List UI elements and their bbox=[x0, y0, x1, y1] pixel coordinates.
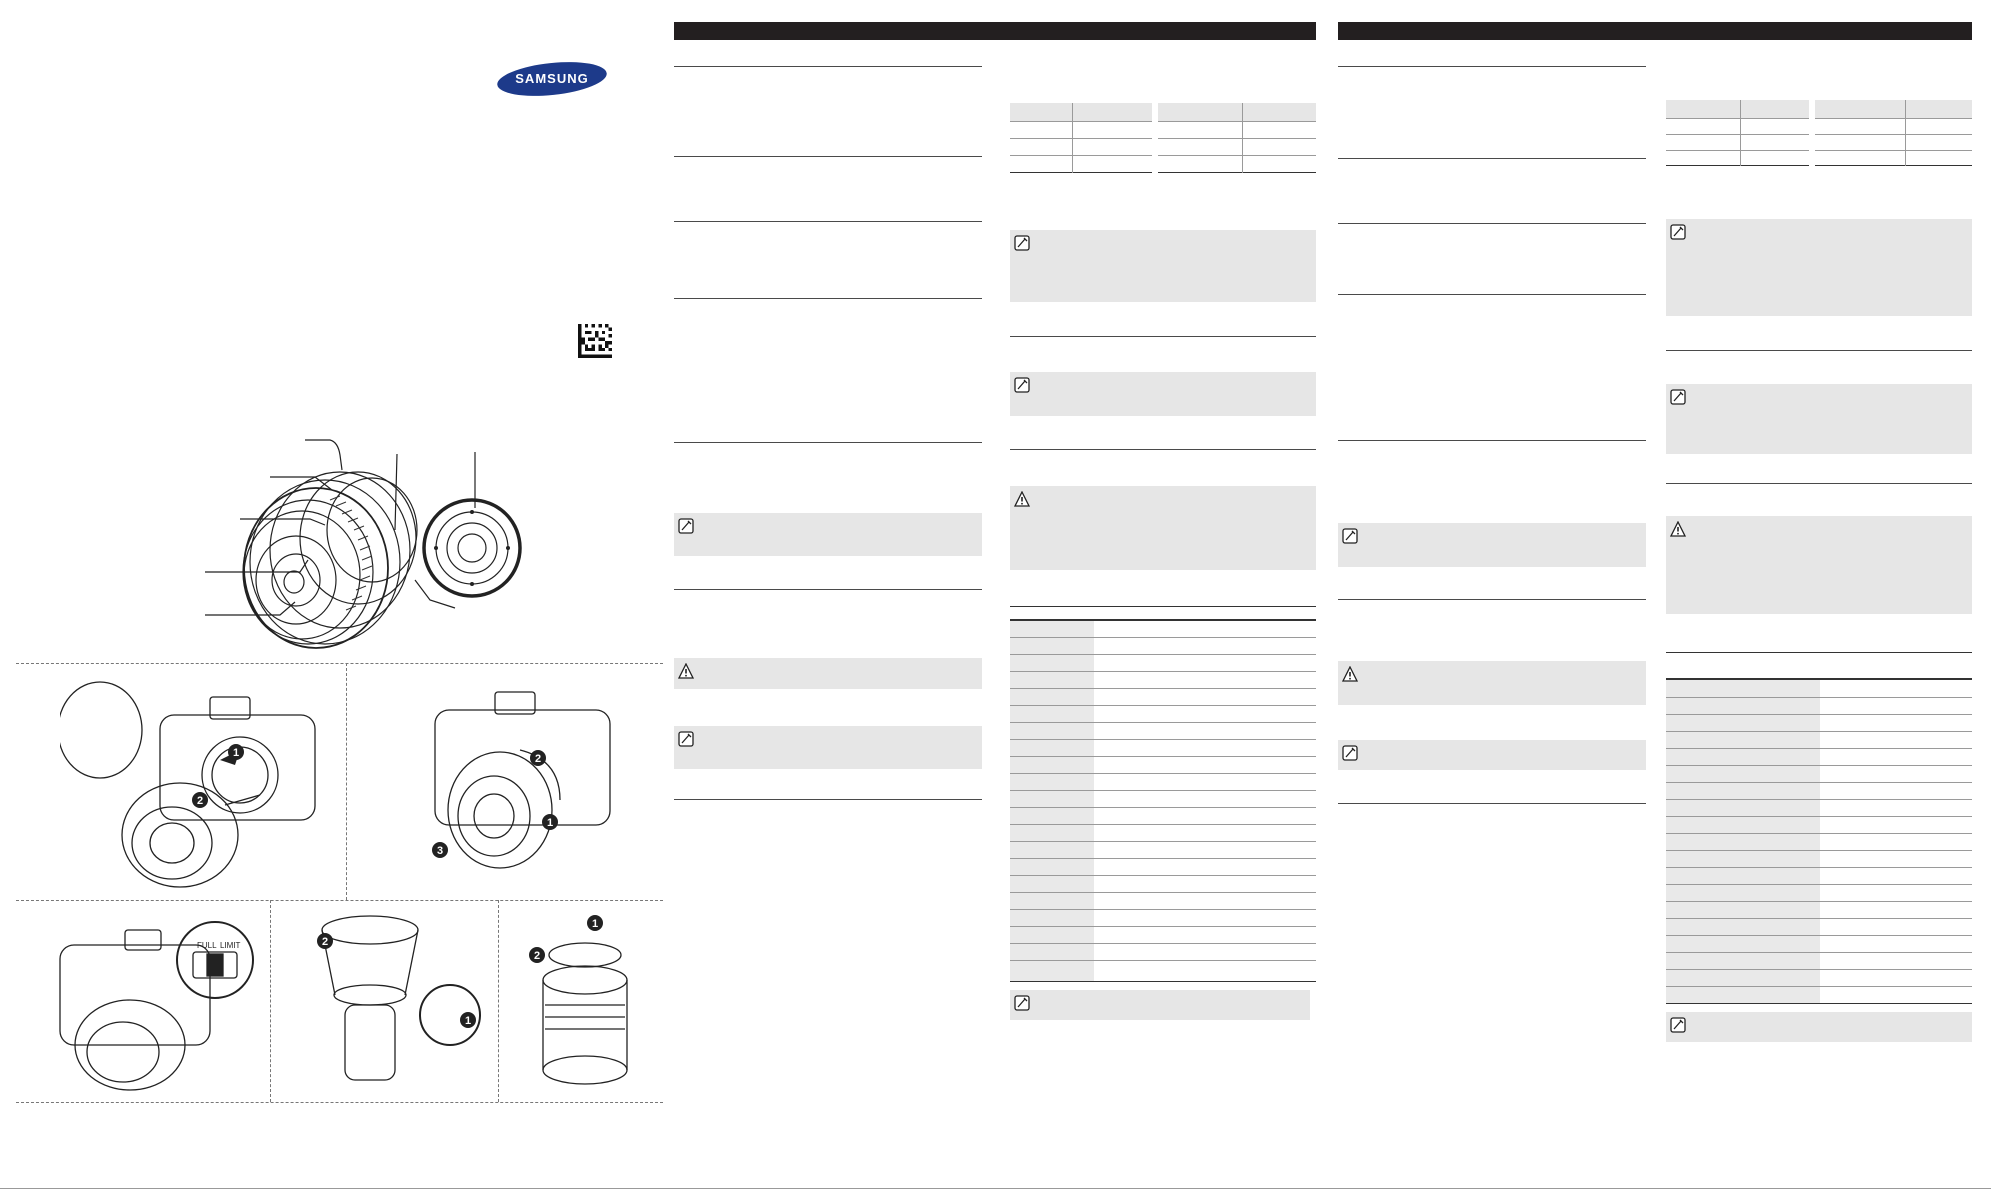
note-box bbox=[1010, 990, 1310, 1020]
spec-table-left bbox=[1010, 103, 1152, 173]
warning-icon bbox=[1342, 666, 1358, 682]
caution-box bbox=[1010, 486, 1316, 570]
divider bbox=[674, 298, 982, 299]
note-icon bbox=[1342, 745, 1358, 761]
note-box bbox=[1010, 372, 1316, 416]
note-box bbox=[1666, 1012, 1972, 1042]
divider bbox=[1338, 803, 1646, 804]
specifications-table bbox=[1666, 652, 1972, 1004]
spec-table-right bbox=[1158, 103, 1316, 173]
divider bbox=[1338, 66, 1646, 67]
callout-1: 1 bbox=[591, 918, 599, 930]
note-icon bbox=[678, 731, 694, 747]
divider bbox=[674, 66, 982, 67]
note-box bbox=[1010, 230, 1316, 302]
caution-box bbox=[674, 658, 982, 689]
divider bbox=[1666, 483, 1972, 484]
callout-1: 1 bbox=[232, 747, 240, 759]
attach-lens-illustration bbox=[60, 675, 330, 890]
page-bottom-rule bbox=[0, 1188, 1991, 1189]
note-box bbox=[1338, 740, 1646, 770]
divider bbox=[674, 156, 982, 157]
callout-3: 3 bbox=[436, 845, 444, 857]
section-header-bar bbox=[1338, 22, 1972, 40]
note-icon bbox=[1014, 995, 1030, 1011]
callout-2: 2 bbox=[196, 795, 204, 807]
note-icon bbox=[1014, 235, 1030, 251]
specifications-table bbox=[1010, 606, 1316, 982]
spec-table-left bbox=[1666, 100, 1809, 166]
note-icon bbox=[1014, 377, 1030, 393]
callout-2: 2 bbox=[534, 753, 542, 765]
switch-full-label: FULL bbox=[197, 941, 217, 950]
divider bbox=[674, 589, 982, 590]
divider bbox=[1010, 336, 1316, 337]
lens-hood-illustration bbox=[310, 905, 490, 1095]
samsung-logo bbox=[496, 61, 608, 97]
callout-2: 2 bbox=[533, 950, 541, 962]
callout-1: 1 bbox=[464, 1015, 472, 1027]
divider bbox=[1338, 223, 1646, 224]
note-icon bbox=[678, 518, 694, 534]
callout-1: 1 bbox=[546, 817, 554, 829]
divider bbox=[674, 221, 982, 222]
divider bbox=[1010, 449, 1316, 450]
caution-box bbox=[1666, 516, 1972, 614]
detach-lens-illustration bbox=[420, 680, 620, 890]
caution-box bbox=[1338, 661, 1646, 705]
note-icon bbox=[1670, 224, 1686, 240]
note-icon bbox=[1670, 1017, 1686, 1033]
note-box bbox=[1666, 219, 1972, 316]
divider bbox=[1338, 158, 1646, 159]
note-icon bbox=[1342, 528, 1358, 544]
logo-text: SAMSUNG bbox=[515, 71, 589, 86]
note-box bbox=[1338, 523, 1646, 567]
note-box bbox=[1666, 384, 1972, 454]
divider bbox=[1338, 294, 1646, 295]
note-box bbox=[674, 513, 982, 556]
lens-parts-diagram bbox=[190, 430, 550, 660]
focus-switch-illustration bbox=[55, 910, 260, 1095]
note-box bbox=[674, 726, 982, 769]
lens-cap-illustration bbox=[520, 905, 650, 1095]
warning-icon bbox=[1670, 521, 1686, 537]
qr-code-icon bbox=[578, 324, 612, 358]
divider bbox=[1666, 350, 1972, 351]
divider bbox=[1338, 440, 1646, 441]
warning-icon bbox=[678, 663, 694, 679]
switch-limit-label: LIMIT bbox=[220, 941, 241, 950]
note-icon bbox=[1670, 389, 1686, 405]
divider bbox=[1338, 599, 1646, 600]
callout-2: 2 bbox=[321, 936, 329, 948]
spec-table-right bbox=[1815, 100, 1972, 166]
divider bbox=[674, 442, 982, 443]
warning-icon bbox=[1014, 491, 1030, 507]
divider bbox=[674, 799, 982, 800]
section-header-bar bbox=[674, 22, 1316, 40]
